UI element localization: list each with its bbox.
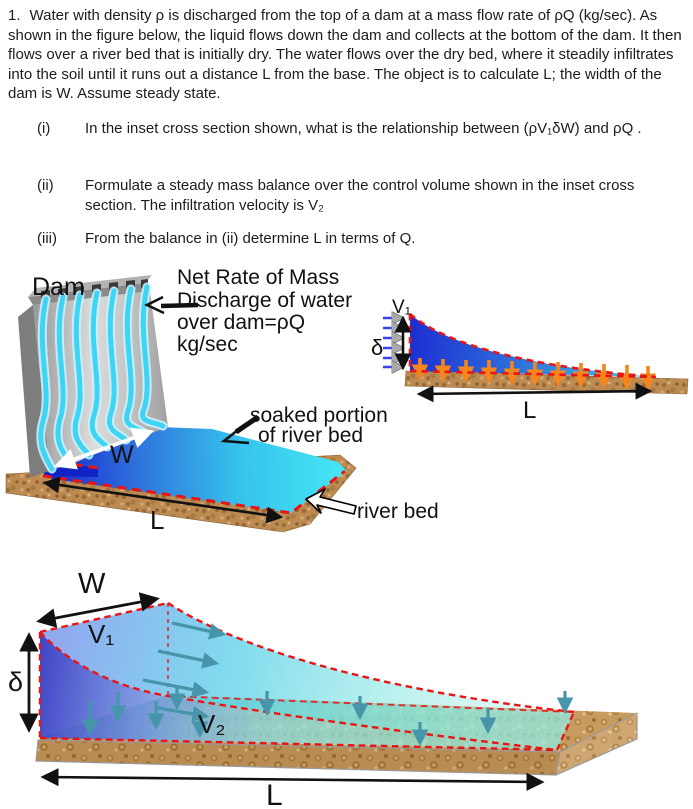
v1-label-bottom: V₁ [88,619,115,649]
length-label-bottom: L [266,779,283,809]
question-ii-label: (ii) [37,177,54,194]
width-label-bottom: W [78,568,106,600]
inset-length-arrow [420,391,649,394]
discharge-note-line4: kg/sec [177,333,238,356]
problem-text: Water with density ρ is discharged from the top of a dam at a mass flow rate of ρQ (kg/sec). As shown in the figure below, the liquid flows down the dam and collects at the bottom of the dam. It then flows over a river bed that is initially dry. The water flows over the dry bed, where it steadily infiltrates into the soil until it runs out a distance L from the base. The object is to calculate L; the width of the dam is W. Assume steady state. [8,7,682,102]
question-ii-text: Formulate a steady mass balance over the control volume shown in the inset cross section. The infiltration velocity is V₂ [85,177,635,214]
soaked-label-line1: soaked portion [250,404,388,427]
problem-number: 1. [8,7,21,24]
width-label-main: W [110,441,134,469]
discharge-note-line2: Discharge of water [177,289,353,312]
depth-label-bottom: δ [8,667,24,697]
inset-depth-label: δ [371,335,384,360]
question-i-text: In the inset cross section shown, what is the relationship between (ρV₁δW) and ρQ . [85,120,642,137]
problem-statement [8,6,687,104]
inset-length-label: L [523,397,537,424]
question-iii-label: (iii) [37,230,57,247]
discharge-note-line1: Net Rate of Mass [177,266,340,289]
river-bed-label: river bed [357,500,439,523]
bottom-figure-svg [0,555,693,809]
inset-water-wedge [410,314,656,377]
v2-label-bottom: V₂ [198,709,226,739]
inset-cross-section [371,297,688,424]
discharge-note [177,266,352,356]
dam-label: Dam [32,273,85,301]
main-figure-svg [0,255,693,545]
question-i-label: (i) [37,120,51,137]
soaked-portion-label [250,404,388,447]
soaked-label-line2: of river bed [258,424,364,447]
length-label-main: L [150,505,165,535]
length-arrow-bottom [44,777,541,782]
question-iii-text: From the balance in (ii) determine L in terms of Q. [85,230,416,247]
inset-inflow-arrows [383,318,402,367]
discharge-note-line3: over dam=ρQ [177,311,306,334]
inset-velocity-in-label: V₁ [392,297,412,318]
